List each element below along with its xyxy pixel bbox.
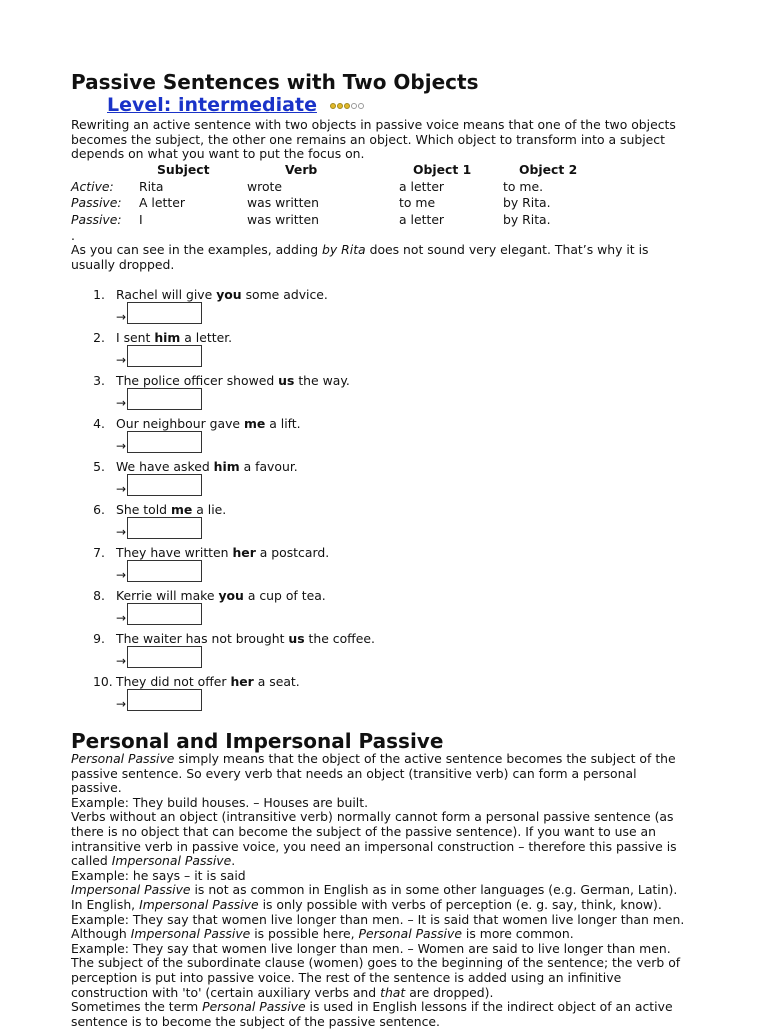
exercise-number: 7. bbox=[93, 545, 105, 560]
list-item bbox=[71, 331, 671, 374]
exercise-number: 2. bbox=[93, 330, 105, 345]
sentence-object: her bbox=[230, 674, 254, 689]
body-text: construction with 'to' (certain auxiliary verbs and bbox=[71, 984, 381, 1000]
answer-row bbox=[116, 646, 202, 668]
table-cell: to me. bbox=[503, 178, 544, 194]
answer-row bbox=[116, 431, 202, 453]
body-text: In English, bbox=[71, 896, 140, 912]
body-text: sentence is to become the subject of the passive sentence. bbox=[71, 1013, 440, 1029]
table-cell: by Rita. bbox=[503, 211, 551, 227]
body-line bbox=[71, 883, 699, 898]
rating-dot-filled-icon bbox=[344, 103, 350, 109]
note-text: does not sound very elegant. That’s why it is bbox=[365, 242, 649, 257]
body-text: The subject of the subordinate clause (women) goes to the beginning of the sentence; the verb of bbox=[71, 955, 681, 971]
exercise-sentence bbox=[116, 331, 232, 346]
body-line bbox=[71, 781, 699, 796]
exercise-sentence bbox=[116, 417, 301, 432]
sentence-object: her bbox=[232, 545, 256, 560]
body-line bbox=[71, 956, 699, 971]
body-line bbox=[71, 986, 699, 1001]
sentence-object: him bbox=[213, 459, 240, 474]
intro-line: becomes the subject, the other one remains an object. Which object to transform into a subject bbox=[71, 131, 665, 147]
body-text: Example: he says – it is said bbox=[71, 867, 246, 883]
table-row bbox=[71, 195, 609, 212]
rating-dot-empty-icon bbox=[351, 103, 357, 109]
term-emphasis: Impersonal Passive bbox=[71, 882, 191, 898]
note-paragraph bbox=[71, 243, 696, 272]
table-cell: by Rita. bbox=[503, 195, 551, 210]
body-line bbox=[71, 825, 699, 840]
exercise-number: 3. bbox=[93, 373, 105, 388]
table-cell: Rita bbox=[139, 178, 164, 194]
exercise-sentence bbox=[116, 632, 375, 647]
answer-row bbox=[116, 474, 202, 496]
sentence-text: I sent bbox=[116, 330, 155, 345]
list-item bbox=[71, 460, 671, 503]
answer-row bbox=[116, 345, 202, 367]
body-text: Example: They say that women live longer than men. – It is said that women live longer than men. bbox=[71, 911, 685, 927]
body-text: passive. bbox=[71, 780, 122, 796]
exercise-number: 9. bbox=[93, 631, 105, 646]
arrow-icon: → bbox=[116, 568, 127, 582]
term-emphasis: Impersonal Passive bbox=[130, 926, 251, 942]
answer-row bbox=[116, 560, 202, 582]
table-cell: Passive: bbox=[71, 195, 122, 210]
term-emphasis: that bbox=[380, 984, 406, 1000]
table-row bbox=[71, 179, 609, 196]
body-text: Although bbox=[71, 926, 131, 942]
answer-input[interactable] bbox=[127, 345, 202, 367]
sentence-text: the way. bbox=[294, 373, 350, 388]
sentence-text: a lift. bbox=[265, 416, 301, 431]
body-text: is more common. bbox=[461, 926, 574, 942]
body-text: simply means that the object of the active sentence becomes the subject of the bbox=[174, 751, 676, 766]
sentence-text: The waiter has not brought bbox=[116, 631, 289, 646]
exercise-number: 10. bbox=[93, 674, 113, 689]
sentence-text: a postcard. bbox=[255, 545, 330, 560]
arrow-icon: → bbox=[116, 654, 127, 668]
body-text: Example: They build houses. – Houses are built. bbox=[71, 794, 369, 810]
table-header: Verb bbox=[285, 162, 318, 177]
exercise-sentence bbox=[116, 675, 300, 690]
arrow-icon: → bbox=[116, 439, 127, 453]
list-item bbox=[71, 374, 671, 417]
arrow-icon: → bbox=[116, 482, 127, 496]
sentence-text: a seat. bbox=[253, 674, 300, 689]
level-link[interactable]: Level: intermediate bbox=[107, 94, 317, 116]
body-text: are dropped). bbox=[405, 984, 494, 1000]
arrow-icon: → bbox=[116, 310, 127, 324]
arrow-icon: → bbox=[116, 353, 127, 367]
answer-input[interactable] bbox=[127, 431, 202, 453]
body-line bbox=[71, 796, 699, 811]
sentence-text: The police officer showed bbox=[116, 373, 279, 388]
exercise-number: 1. bbox=[93, 287, 105, 302]
intro-paragraph bbox=[71, 118, 696, 162]
page-title: Passive Sentences with Two Objects bbox=[71, 70, 479, 94]
answer-row bbox=[116, 388, 202, 410]
body-line bbox=[71, 810, 699, 825]
sentence-text: They have written bbox=[116, 545, 233, 560]
answer-input[interactable] bbox=[127, 302, 202, 324]
table-cell: A letter bbox=[139, 195, 185, 210]
list-item bbox=[71, 675, 671, 718]
sentence-object: you bbox=[216, 287, 242, 302]
arrow-icon: → bbox=[116, 697, 127, 711]
answer-input[interactable] bbox=[127, 474, 202, 496]
sentence-text: Kerrie will make bbox=[116, 588, 219, 603]
table-cell: a letter bbox=[399, 178, 445, 194]
exercise-sentence bbox=[116, 589, 326, 604]
example-table bbox=[71, 162, 609, 228]
sentence-text: They did not offer bbox=[116, 674, 231, 689]
body-line bbox=[71, 854, 699, 869]
table-header-row bbox=[71, 162, 609, 179]
sentence-text: a letter. bbox=[180, 330, 233, 345]
list-item bbox=[71, 632, 671, 675]
table-header: Subject bbox=[157, 162, 210, 177]
answer-row bbox=[116, 689, 202, 711]
body-line bbox=[71, 1015, 699, 1029]
arrow-icon: → bbox=[116, 396, 127, 410]
body-text: Example: They say that women live longer than men. – Women are said to live longer than men. bbox=[71, 940, 671, 956]
note-text: As you can see in the examples, adding bbox=[71, 242, 323, 257]
list-item bbox=[71, 546, 671, 589]
rating-dot-filled-icon bbox=[337, 103, 343, 109]
term-emphasis: Personal Passive bbox=[358, 926, 462, 942]
list-item bbox=[71, 503, 671, 546]
answer-input[interactable] bbox=[127, 689, 202, 711]
table-header: Object 1 bbox=[413, 162, 472, 177]
body-line bbox=[71, 898, 699, 913]
section-title: Personal and Impersonal Passive bbox=[71, 729, 444, 753]
exercise-number: 5. bbox=[93, 459, 105, 474]
body-text: perception is put into passive voice. The rest of the sentence is added using an infinitive bbox=[71, 969, 622, 985]
sentence-object: me bbox=[170, 502, 193, 517]
exercise-sentence bbox=[116, 374, 350, 389]
exercise-sentence bbox=[116, 288, 328, 303]
body-line bbox=[71, 913, 699, 928]
sentence-text: the coffee. bbox=[304, 631, 375, 646]
sentence-text: Rachel will give bbox=[116, 287, 217, 302]
exercise-sentence bbox=[116, 546, 329, 561]
body-text: passive sentence. So every verb that needs an object (transitive verb) can form a personal bbox=[71, 765, 637, 781]
sentence-text: She told bbox=[116, 502, 171, 517]
sentence-object: me bbox=[243, 416, 266, 431]
section-body bbox=[71, 752, 699, 1029]
table-cell: Active: bbox=[71, 178, 114, 194]
answer-input[interactable] bbox=[127, 603, 202, 625]
answer-row bbox=[116, 603, 202, 625]
body-line bbox=[71, 942, 699, 957]
body-line bbox=[71, 840, 699, 855]
body-line bbox=[71, 869, 699, 884]
body-line bbox=[71, 767, 699, 782]
table-cell: a letter bbox=[399, 211, 445, 227]
body-line bbox=[71, 1000, 699, 1015]
exercise-sentence bbox=[116, 460, 298, 475]
body-text: Verbs without an object (intransitive verb) normally cannot form a personal passive sentence (as bbox=[71, 809, 674, 825]
list-item bbox=[71, 417, 671, 460]
table-header: Object 2 bbox=[519, 162, 578, 177]
list-item bbox=[71, 288, 671, 331]
exercise-number: 8. bbox=[93, 588, 105, 603]
term-emphasis: Impersonal Passive bbox=[111, 853, 232, 869]
body-text: is only possible with verbs of perception (e. g. say, think, know). bbox=[258, 896, 662, 912]
sentence-text: some advice. bbox=[241, 287, 328, 302]
exercise-number: 6. bbox=[93, 502, 105, 517]
sentence-object: us bbox=[288, 631, 305, 646]
table-cell: was written bbox=[247, 195, 319, 210]
sentence-text: We have asked bbox=[116, 459, 214, 474]
exercise-number: 4. bbox=[93, 416, 105, 431]
body-text: is used in English lessons if the indirect object of an active bbox=[305, 999, 673, 1015]
body-line bbox=[71, 752, 699, 767]
arrow-icon: → bbox=[116, 525, 127, 539]
table-cell: Passive: bbox=[71, 211, 122, 227]
answer-input[interactable] bbox=[127, 517, 202, 539]
sentence-text: Our neighbour gave bbox=[116, 416, 244, 431]
body-line bbox=[71, 971, 699, 986]
answer-input[interactable] bbox=[127, 388, 202, 410]
answer-row bbox=[116, 517, 202, 539]
sentence-object: us bbox=[278, 373, 295, 388]
intro-line: Rewriting an active sentence with two objects in passive voice means that one of the two objects bbox=[71, 117, 676, 132]
exercise-sentence bbox=[116, 503, 226, 518]
body-line bbox=[71, 927, 699, 942]
note-line bbox=[71, 243, 696, 258]
body-text: is not as common in English as in some other languages (e.g. German, Latin). bbox=[190, 882, 678, 898]
body-text: called bbox=[71, 853, 112, 869]
rating-dot-empty-icon bbox=[358, 103, 364, 109]
note-emphasis: by Rita bbox=[322, 242, 366, 257]
sentence-object: him bbox=[154, 330, 181, 345]
answer-input[interactable] bbox=[127, 646, 202, 668]
term-emphasis: Impersonal Passive bbox=[139, 896, 259, 912]
exercise-list bbox=[71, 288, 671, 718]
table-row bbox=[71, 212, 609, 229]
table-cell: I bbox=[139, 211, 143, 227]
answer-row bbox=[116, 302, 202, 324]
body-text: Sometimes the term bbox=[71, 999, 203, 1015]
table-cell: wrote bbox=[247, 178, 283, 194]
term-emphasis: Personal Passive bbox=[202, 999, 306, 1015]
sentence-text: a lie. bbox=[192, 502, 227, 517]
body-text: . bbox=[231, 853, 236, 869]
table-cell: was written bbox=[247, 211, 319, 227]
sentence-text: a favour. bbox=[239, 459, 298, 474]
note-line: usually dropped. bbox=[71, 256, 175, 272]
answer-input[interactable] bbox=[127, 560, 202, 582]
table-cell: to me bbox=[399, 195, 436, 210]
body-text: intransitive verb in passive voice, you need an impersonal construction – therefore this passive is bbox=[71, 838, 677, 854]
dot-line: . bbox=[71, 228, 75, 243]
body-text: there is no object that can become the subject of the passive sentence). If you want to use an bbox=[71, 823, 656, 839]
sentence-text: a cup of tea. bbox=[243, 588, 326, 603]
sentence-object: you bbox=[218, 588, 244, 603]
difficulty-rating bbox=[330, 103, 364, 109]
body-text: is possible here, bbox=[250, 926, 359, 942]
intro-line: depends on what you want to put the focus on. bbox=[71, 146, 365, 162]
list-item bbox=[71, 589, 671, 632]
term-emphasis: Personal Passive bbox=[71, 751, 175, 766]
arrow-icon: → bbox=[116, 611, 127, 625]
table-header bbox=[71, 162, 139, 179]
rating-dot-filled-icon bbox=[330, 103, 336, 109]
